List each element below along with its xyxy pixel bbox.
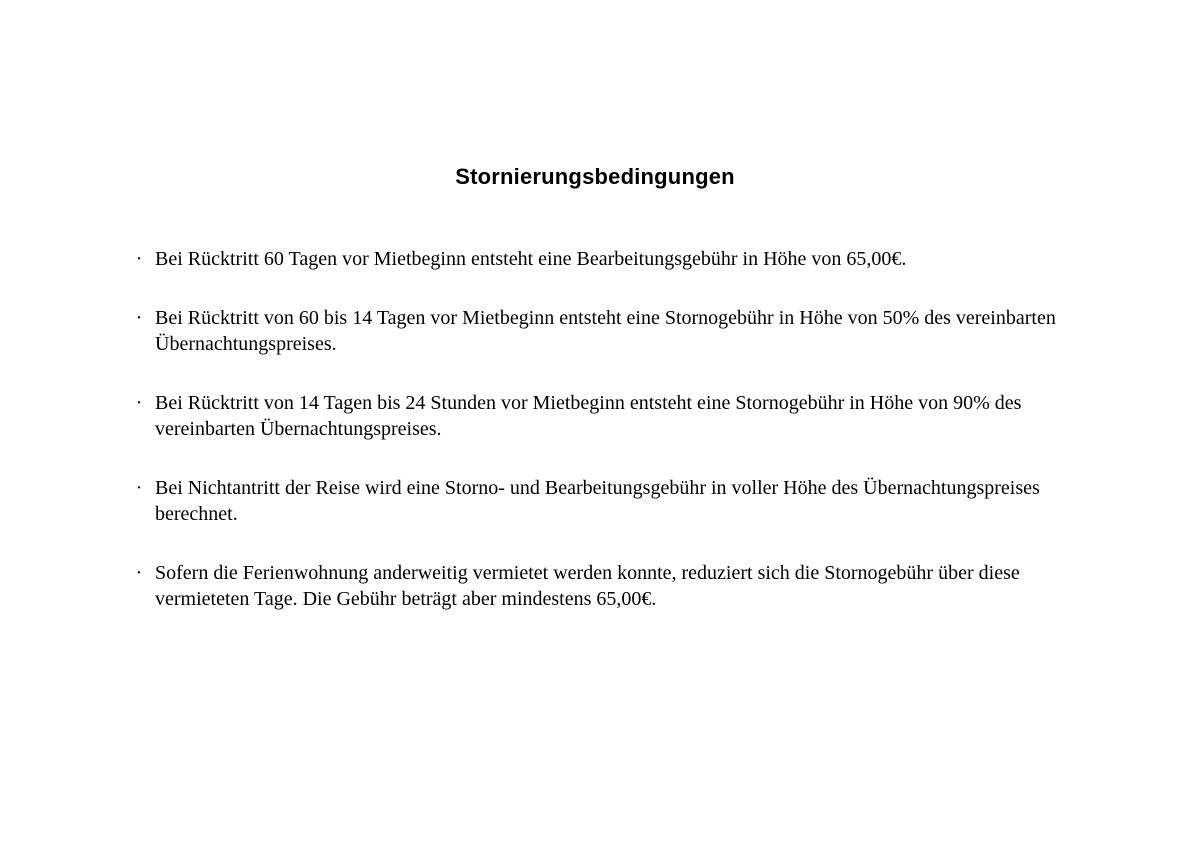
bullet-icon: · [135,307,143,329]
bullet-icon: · [135,562,143,584]
term-text: Bei Rücktritt von 14 Tagen bis 24 Stunden vor Mietbeginn entsteht eine Stornogebühr in Höhe von 90% des vereinbarten Übernachtungspreises. [155,392,1022,440]
terms-list [135,246,1080,645]
bullet-icon: · [135,248,143,270]
list-item [135,560,1080,612]
bullet-icon: · [135,392,143,414]
list-item [135,475,1080,527]
term-text: Sofern die Ferienwohnung anderweitig vermietet werden konnte, reduziert sich die Stornogebühr über diese vermieteten Tage. Die Gebühr beträgt aber mindestens 65,00€. [155,562,1020,610]
term-text: Bei Rücktritt 60 Tagen vor Mietbeginn entsteht eine Bearbeitungsgebühr in Höhe von 65,00€. [155,248,907,270]
list-item [135,390,1080,442]
term-text: Bei Rücktritt von 60 bis 14 Tagen vor Mietbeginn entsteht eine Stornogebühr in Höhe von 50% des vereinbarten Übernachtungspreises. [155,307,1056,355]
term-text: Bei Nichtantritt der Reise wird eine Storno- und Bearbeitungsgebühr in voller Höhe des Übernachtungspreises berechnet. [155,477,1040,525]
list-item [135,246,1080,272]
page-title: Stornierungsbedingungen [455,164,735,189]
list-item [135,305,1080,357]
bullet-icon: · [135,477,143,499]
